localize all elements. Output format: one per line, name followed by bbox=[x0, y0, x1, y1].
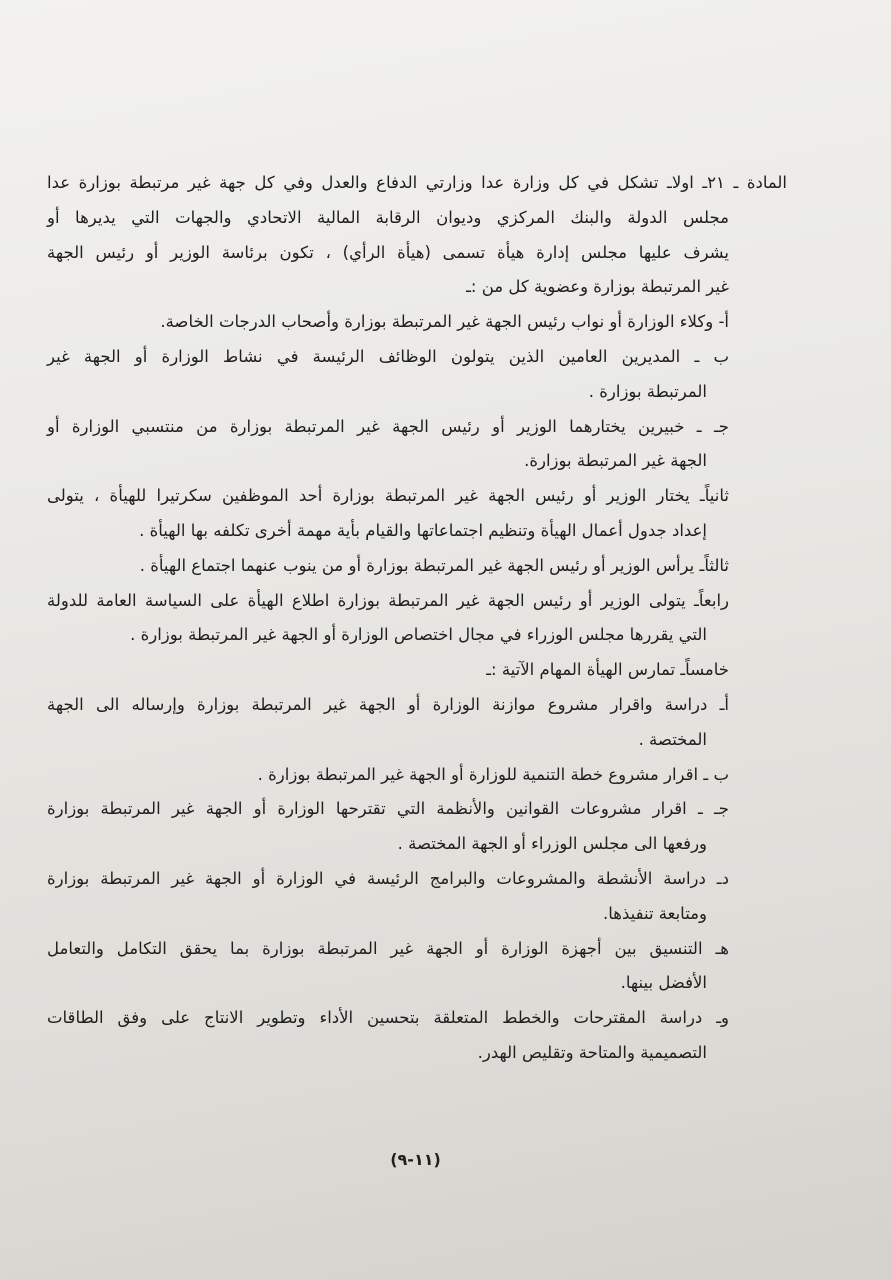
text-line: التي يقررها مجلس الوزراء في مجال اختصاص الوزارة أو الجهة غير المرتبطة بوزارة . bbox=[130, 625, 707, 645]
text-line: ورفعها الى مجلس الوزراء أو الجهة المختصة . bbox=[397, 834, 707, 854]
text-line: جـ ـ اقرار مشروعات القوانين والأنظمة التي تقترحها الوزارة أو الجهة غير المرتبطة بوزارة bbox=[47, 799, 729, 819]
text-line: أـ دراسة واقرار مشروع موازنة الوزارة أو الجهة غير المرتبطة بوزارة وإرساله الى الجهة bbox=[47, 694, 729, 714]
text-line: هـ التنسيق بين أجهزة الوزارة أو الجهة غير المرتبطة بوزارة بما يحقق التكامل والتعامل bbox=[47, 938, 729, 958]
text-line: ومتابعة تنفيذها. bbox=[603, 903, 707, 923]
text-line: جـ ـ خبيرين يختارهما الوزير أو رئيس الجهة غير المرتبطة بوزارة من منتسبي الوزارة أو bbox=[47, 416, 729, 436]
text-line: ب ـ اقرار مشروع خطة التنمية للوزارة أو الجهة غير المرتبطة بوزارة . bbox=[257, 764, 729, 784]
page-number-label: (١١-٩) bbox=[390, 1150, 441, 1169]
text-line: ب ـ المديرين العامين الذين يتولون الوظائف الرئيسة في نشاط الوزارة أو الجهة غير bbox=[47, 346, 729, 366]
text-line: دـ دراسة الأنشطة والمشروعات والبرامج الرئيسة في الوزارة أو الجهة غير المرتبطة بوزارة bbox=[47, 868, 729, 888]
text-line: أ- وكلاء الوزارة أو نواب رئيس الجهة غير المرتبطة بوزارة وأصحاب الدرجات الخاصة. bbox=[160, 312, 729, 332]
text-line: المختصة . bbox=[638, 729, 707, 749]
text-line: غير المرتبطة بوزارة وعضوية كل من :ـ bbox=[466, 277, 729, 297]
text-line: مجلس الدولة والبنك المركزي وديوان الرقابة المالية الاتحادي والجهات التي يديرها أو bbox=[47, 207, 729, 227]
text-line: الجهة غير المرتبطة بوزارة. bbox=[524, 451, 707, 471]
text-line: التصميمية والمتاحة وتقليص الهدر. bbox=[477, 1042, 707, 1062]
text-line: رابعاًـ يتولى الوزير أو رئيس الجهة غير المرتبطة بوزارة اطلاع الهيأة على السياسة العامة للدولة bbox=[47, 590, 729, 610]
text-line: يشرف عليها مجلس إدارة هيأة تسمى (هيأة الرأي) ، تكون برئاسة الوزير أو رئيس الجهة bbox=[47, 242, 729, 262]
text-line: وـ دراسة المقترحات والخطط المتعلقة بتحسين الأداء وتطوير الانتاج على وفق الطاقات bbox=[47, 1008, 729, 1028]
text-line: ثالثاًـ يرأس الوزير أو رئيس الجهة غير المرتبطة بوزارة أو من ينوب عنهما اجتماع الهيأة . bbox=[139, 555, 729, 575]
text-line: المادة ـ ٢١ـ اولاـ تشكل في كل وزارة عدا وزارتي الدفاع والعدل وفي كل جهة غير مرتبطة بوزارة عدا bbox=[47, 173, 788, 192]
article-21-text bbox=[47, 166, 787, 1071]
text-line: خامساًـ تمارس الهيأة المهام الآتية :ـ bbox=[486, 660, 729, 680]
text-line: المرتبطة بوزارة . bbox=[588, 381, 707, 401]
text-line: الأفضل بينها. bbox=[620, 973, 707, 993]
text-line: إعداد جدول أعمال الهيأة وتنظيم اجتماعاتها والقيام بأية مهمة أخرى تكلفه بها الهيأة . bbox=[139, 520, 707, 540]
page-number bbox=[0, 1150, 891, 1169]
text-line: ثانياًـ يختار الوزير أو رئيس الجهة غير المرتبطة بوزارة أحد الموظفين سكرتيرا للهيأة ، يتولى bbox=[47, 486, 729, 506]
